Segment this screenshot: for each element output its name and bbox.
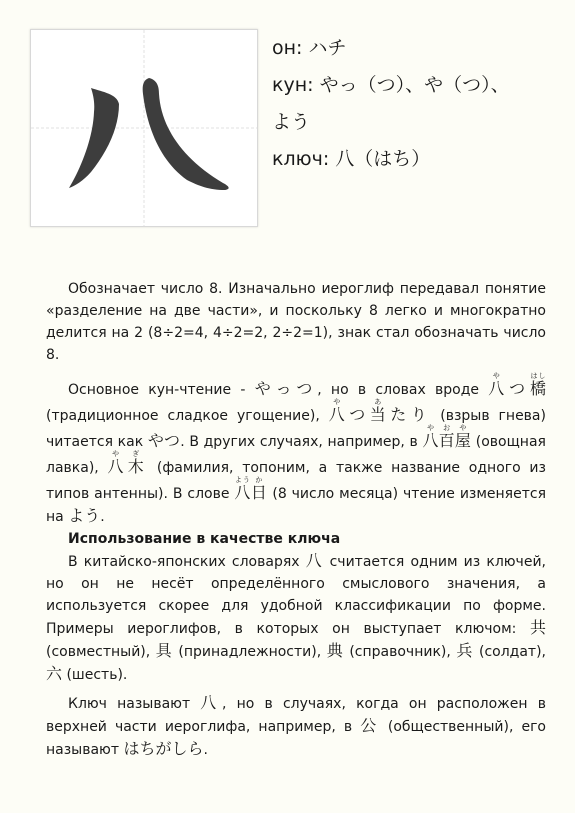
kanji-example: 具	[155, 641, 173, 660]
ruby-char: 当あ	[369, 398, 391, 424]
text-run: (взрыв гнева) читается как	[46, 408, 546, 450]
text-run: .	[203, 742, 208, 758]
kun-label: кун:	[272, 74, 314, 96]
text-run: , но в случаях, когда он расположен в верхней части иероглифа, например, в	[46, 696, 546, 735]
ruby-word-yaoya	[422, 424, 472, 450]
text-run: , но в словах вроде	[317, 382, 489, 398]
ruby-word-yagi	[107, 450, 149, 476]
text-run: .	[100, 509, 105, 525]
furigana: あ	[369, 398, 386, 406]
furigana: よう	[234, 476, 251, 484]
text-run: . В других случаях, например, в	[180, 434, 423, 450]
ruby-char: 八よう	[234, 476, 251, 502]
text-run: Ключ называют	[68, 696, 201, 712]
furigana: ぎ	[127, 450, 144, 458]
key-value: 八（はち）	[335, 148, 431, 170]
ruby-char: 百お	[438, 424, 455, 450]
ruby-char: 橋はし	[529, 372, 546, 398]
furigana: か	[250, 476, 267, 484]
ruby-word-youka	[234, 476, 268, 502]
text-run: (фамилия, топоним, а также название одного из типов антенны). В слове	[46, 460, 546, 502]
text-run: (справочник),	[343, 644, 457, 660]
furigana: や	[328, 398, 345, 406]
on-value: ハチ	[308, 37, 347, 59]
ruby-char: 日か	[250, 476, 268, 502]
kun-value: やっ（つ）、や（つ）、	[319, 74, 510, 96]
furigana: や	[107, 450, 124, 458]
ruby-char: 八や	[107, 450, 128, 476]
kun-reading-yatsu: やつ	[147, 431, 181, 450]
kun-reading-row-continued	[272, 104, 572, 141]
ruby-char: 八や	[422, 424, 439, 450]
text-run: считается одним из ключей, но он не несёт определённого смыслового значения, а используется скорее для удобной классификации по форме. Примеры иероглифов, в которых он выступает ключом:	[46, 554, 546, 637]
furigana: や	[488, 372, 505, 380]
kun-reading-yattsu: やっつ	[254, 379, 318, 398]
key-name-hachigashira: はちがしら	[123, 739, 204, 758]
text-run: (овощная лавка),	[46, 434, 546, 476]
furigana: はし	[529, 372, 546, 380]
kanji-example: 六	[46, 664, 63, 683]
kanji-example: 公	[360, 716, 380, 735]
text-run: (8 число месяца) чтение изменяется на	[46, 486, 546, 525]
furigana: や	[454, 424, 471, 432]
ruby-char: 八や	[328, 398, 350, 424]
kanji-example: 兵	[456, 641, 474, 660]
text-run: Основное кун-чтение -	[68, 382, 255, 398]
paragraph-meaning: Обозначает число 8. Изначально иероглиф передавал понятие «разделение на две части», и поскольку 8 легко и многократно делится на 2 (8÷2=4, 4÷2=2, 2÷2=1), знак стал обозначать число 8.	[46, 281, 546, 363]
on-reading-row	[272, 30, 572, 67]
reading-you: よう	[68, 506, 101, 525]
readings-block	[272, 30, 572, 178]
text-run: (совместный),	[46, 644, 156, 660]
section-heading-key-usage: Использование в качестве ключа	[68, 531, 341, 547]
ruby-char: 木ぎ	[127, 450, 149, 476]
text-run: (традиционное сладкое угощение),	[46, 408, 329, 424]
on-label: он:	[272, 37, 303, 59]
kanji-example: 八	[200, 693, 223, 712]
ruby-word-yatsuatari: 八やつ当あたり	[328, 398, 432, 424]
kanji-example: 典	[326, 641, 344, 660]
kanji-example: 共	[529, 618, 546, 637]
paragraph-key-name	[46, 692, 546, 761]
ruby-char: 屋や	[454, 424, 472, 450]
furigana: や	[422, 424, 439, 432]
furigana: お	[438, 424, 455, 432]
kanji-stroke-image	[30, 29, 258, 227]
text-run: В китайско-японских словарях	[68, 554, 306, 570]
ruby-char: 八や	[488, 372, 510, 398]
paragraph-readings	[46, 372, 546, 528]
key-row	[272, 141, 572, 178]
kanji-example: 八	[305, 551, 324, 570]
kun-value-continued: よう	[272, 111, 311, 133]
text-run: (шесть).	[62, 667, 128, 683]
ruby-word-yatsuhashi: 八やつ橋はし	[488, 372, 546, 398]
kanji-glyph-illustration	[31, 30, 257, 226]
text-run: (общественный), его называют	[46, 719, 546, 758]
key-label: ключ:	[272, 148, 330, 170]
body-text	[46, 278, 546, 761]
text-run: (солдат),	[473, 644, 546, 660]
text-run: (принадлежности),	[172, 644, 327, 660]
paragraph-key-usage	[46, 550, 546, 686]
kun-reading-row	[272, 67, 572, 104]
